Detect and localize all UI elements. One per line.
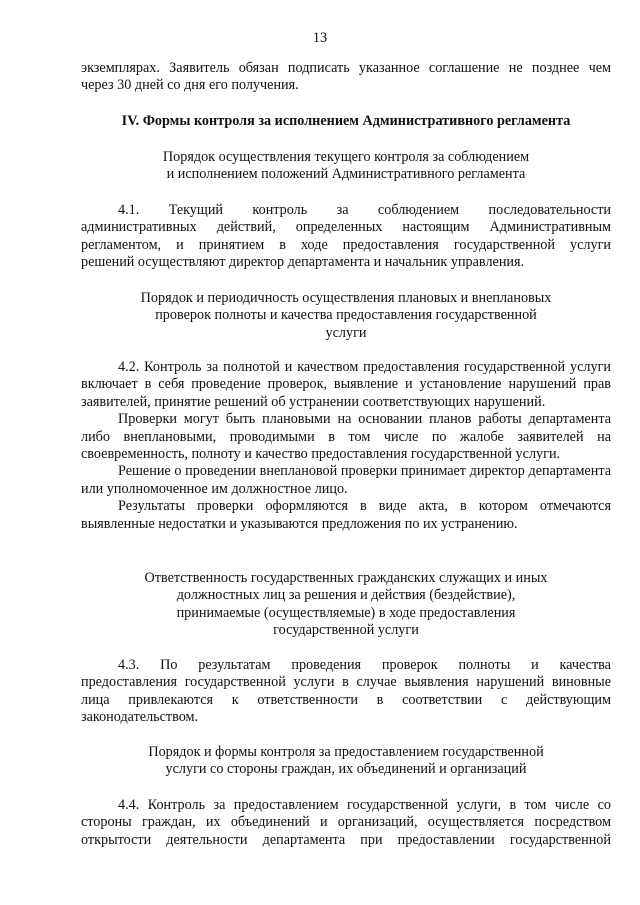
subsection-heading [81, 149, 611, 184]
subsection-heading [81, 744, 611, 779]
text-line: 4.4. Контроль за предоставлением государственной услуги, в том числе со [118, 797, 611, 813]
paragraph-4-4 [81, 797, 611, 849]
text-line: регламентом, и принятием в ходе предоставления государственной услуги [81, 236, 611, 253]
text-line: через 30 дней со дня его получения. [81, 77, 299, 94]
text-line: законодательством. [81, 709, 199, 726]
heading-line: Порядок и формы контроля за предоставлением государственной [148, 744, 544, 760]
page-number: 13 [312, 30, 328, 46]
paragraph-4-2 [81, 359, 611, 533]
text-line: экземплярах. Заявитель обязан подписать указанное соглашение не позднее чем [81, 60, 611, 76]
heading-line: принимаемые (осуществляемые) в ходе предоставления [176, 604, 516, 621]
subsection-heading [81, 290, 611, 342]
heading-line: Ответственность государственных гражданских служащих и иных [144, 570, 548, 586]
text-line: предоставления государственной услуги в случае выявления нарушений виновные [81, 674, 611, 691]
heading-line: услуги со стороны граждан, их объединений и организаций [165, 761, 527, 778]
paragraph-text: Проверки могут быть плановыми на основании планов работы департамента либо внеплановыми, проводимыми в том числе по жалобе заявителей на своевременность, полноту и качество предоставления государственной услуги. [81, 411, 611, 463]
text-line: стороны граждан, их объединений и организаций, осуществляется посредством [81, 814, 611, 831]
text-line: 4.3. По результатам проведения проверок полноты и качества [118, 657, 611, 673]
heading-line: услуги [325, 324, 367, 341]
text-line: лица привлекаются к ответственности в соответствии с действующим [81, 691, 611, 708]
subsection-heading [81, 570, 611, 640]
heading-line: Порядок и периодичность осуществления плановых и внеплановых [140, 290, 552, 306]
heading-line: проверок полноты и качества предоставления государственной [155, 307, 537, 324]
paragraph-4-3 [81, 657, 611, 727]
heading-line: Порядок осуществления текущего контроля за соблюдением [162, 149, 530, 165]
paragraph-text: Результаты проверки оформляются в виде акта, в котором отмечаются выявленные недостатки и указываются предложения по их устранению. [81, 498, 611, 532]
heading-line: должностных лиц за решения и действия (бездействие), [176, 587, 516, 604]
section-title: IV. Формы контроля за исполнением Административного регламента [121, 113, 571, 129]
heading-line: и исполнением положений Административного регламента [166, 166, 526, 183]
paragraph-text: Решение о проведении внеплановой проверки принимает директор департамента или уполномоченное им должностное лицо. [81, 463, 611, 497]
heading-line: государственной услуги [273, 622, 419, 639]
text-line: решений осуществляют директор департамента и начальник управления. [81, 254, 525, 271]
text-line: административных действий, определенных настоящим Административным [81, 219, 611, 236]
paragraph-text: 4.2. Контроль за полнотой и качеством предоставления государственной услуги включает в себя проведение проверок, выявление и установление нарушений прав заявителей, принятие решений об устранении соответствующих нарушений. [81, 359, 611, 410]
intro-paragraph [81, 60, 611, 95]
paragraph-4-1 [81, 202, 611, 272]
text-line: открытости деятельности департамента при предоставлении государственной [81, 831, 611, 848]
text-line: 4.1. Текущий контроль за соблюдением последовательности [118, 202, 611, 218]
